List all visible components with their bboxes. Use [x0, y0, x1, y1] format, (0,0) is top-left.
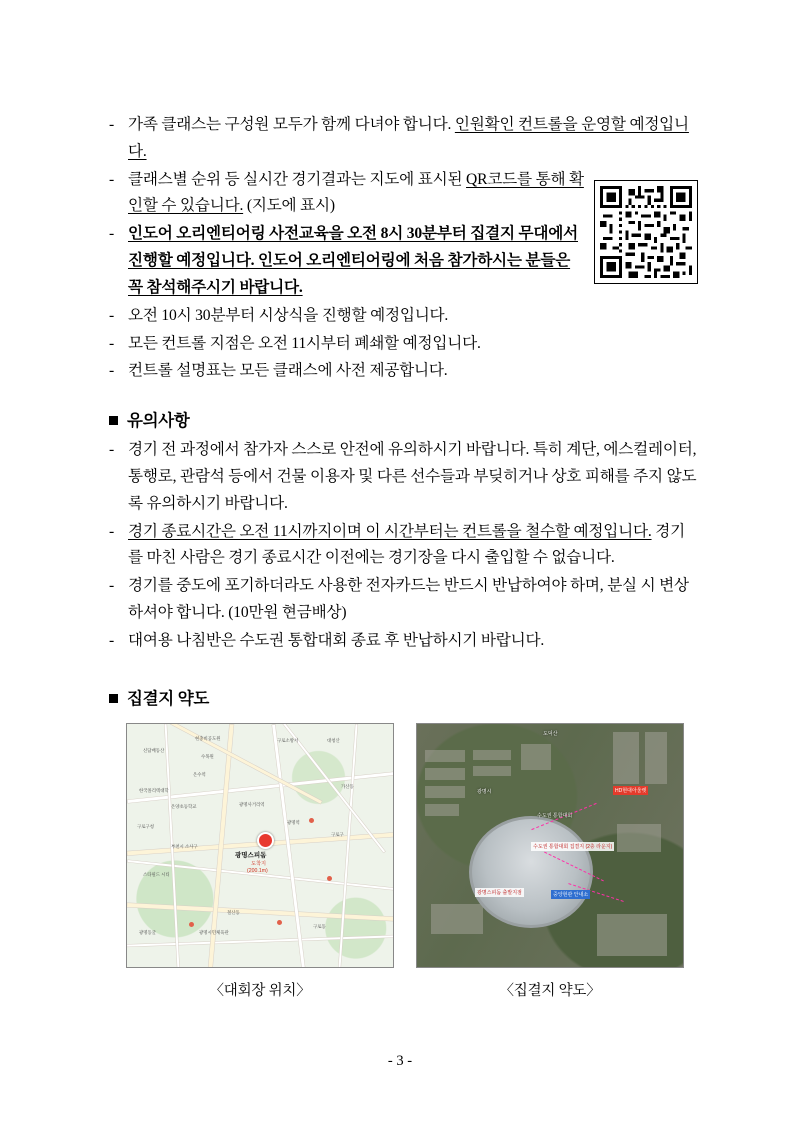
dash-marker: - [109, 170, 114, 188]
qr-code [594, 180, 698, 284]
dash-marker: - [109, 225, 114, 243]
dash-marker: - [109, 116, 114, 133]
building-block [645, 732, 667, 784]
bullet-text-2c: (지도에 표시) [243, 197, 335, 215]
marker-label: 광명스피돔 [235, 851, 267, 859]
list-item [108, 519, 698, 573]
dash-marker: - [109, 362, 114, 380]
map-label: 수목원 [201, 753, 214, 759]
notice-bullet-list [108, 437, 698, 655]
bullet-text-3: 인도어 오리엔티어링 사전교육을 오전 8시 30분부터 집결지 무대에서 진행할 예정입니다. 인도어 오리엔티어링에 처음 참가하시는 분들은 꼭 참석해주시기 바랍니다. [128, 225, 578, 296]
dash-marker: - [109, 306, 114, 324]
map-figures [108, 723, 698, 1000]
map-column-right [416, 723, 684, 1000]
sat-label: 광명시 [477, 788, 492, 795]
road-line [127, 903, 394, 921]
assembly-point-map [416, 723, 684, 968]
bullet-text-1a: 가족 클래스는 구성원 모두가 함께 다녀야 합니다. [128, 116, 455, 133]
building-block [597, 914, 667, 956]
building-block [431, 904, 483, 934]
stadium-shape [469, 816, 593, 928]
road-line [338, 724, 357, 968]
square-bullet-icon [109, 416, 118, 425]
map-label: 구로구청 [137, 823, 154, 829]
map-label: 신답배동산 [143, 747, 165, 753]
sat-label: 수도권 통합대회 [537, 812, 573, 819]
building-block [425, 768, 465, 780]
building-block [425, 786, 465, 798]
road-line [127, 935, 394, 946]
map-label: 온수역 [193, 771, 206, 777]
map-label: 현충비공도원 [195, 735, 221, 741]
map-label: 구로동 [313, 923, 326, 929]
roadmap-canvas [127, 724, 393, 967]
page-number: - 3 - [387, 1053, 413, 1069]
map-caption-right: 〈집결지 약도〉 [499, 982, 601, 999]
building-block [473, 750, 511, 760]
dash-marker: - [109, 631, 114, 649]
dash-marker: - [109, 334, 114, 352]
list-item [108, 331, 698, 358]
map-label: 온양초등학교 [171, 803, 197, 809]
notice-text-3: 경기를 중도에 포기하더라도 사용한 전자카드는 반드시 반납하여야 하며, 분실 시 변상하셔야 합니다. (10만원 현금배상) [128, 577, 689, 621]
sat-tag: 광명스피돔 출발지점 [477, 889, 522, 896]
poi-dot [309, 818, 314, 823]
list-item [108, 112, 698, 166]
venue-location-map [126, 723, 394, 968]
list-item [108, 303, 698, 330]
building-block [425, 750, 465, 762]
notice-text-2b: 경기를 마친 사람은 경기 종료시간 이전에는 경기장을 다시 출입할 수 없습니다. [128, 522, 685, 567]
satellite-canvas [417, 724, 683, 967]
list-item [108, 573, 698, 627]
square-bullet-icon [109, 694, 118, 703]
dash-marker: - [109, 522, 114, 540]
list-item [108, 358, 698, 385]
map-label: 광명사거리역 [239, 801, 265, 807]
map-label: 가산동 [341, 783, 354, 789]
qr-code-icon [600, 186, 692, 278]
building-block [521, 744, 551, 770]
section-title-map: 집결지 약도 [127, 688, 210, 708]
list-item [108, 167, 588, 221]
section-heading-notice [108, 407, 698, 431]
map-label: 구로소방서 [277, 737, 299, 743]
map-label: 한국폴리텍대학 [139, 787, 169, 793]
map-caption-left: 〈대회장 위치〉 [209, 982, 311, 999]
marker-sublabel-distance: (200.1m) [247, 867, 268, 874]
list-item [108, 221, 588, 301]
bullet-text-5: 모든 컨트롤 지점은 오전 11시부터 폐쇄할 예정입니다. [128, 334, 481, 352]
map-label: 대청산 [327, 737, 340, 743]
building-block [613, 732, 639, 784]
notice-text-1: 경기 전 과정에서 참가자 스스로 안전에 유의하시기 바랍니다. 특히 계단, 에스컬레이터, 통행로, 관람석 등에서 건물 이용자 및 다른 선수들과 부딪히거나 상호 피해를 주지 않도록 유의하시기 바랍니다. [128, 441, 697, 512]
bullet-text-2b: QR코드를 통해 확인할 수 있습니다. [128, 170, 584, 215]
marker-sublabel: 도착지 [251, 860, 267, 867]
sat-label: 도덕산 [543, 730, 558, 737]
map-label: 광명시민체육관 [199, 929, 229, 935]
page-content [108, 112, 698, 1000]
poi-dot [189, 922, 194, 927]
map-label: 스타필드 시티 [143, 871, 170, 877]
map-label: 광명동굴 [139, 929, 156, 935]
dash-marker: - [109, 577, 114, 595]
section-heading-map [108, 685, 698, 709]
sat-tag: 수도권 통합대회 집결지 (2층 라운지) [533, 843, 613, 850]
map-label: 광명역 [287, 819, 300, 825]
notice-text-4: 대여용 나침반은 수도권 통합대회 종료 후 반납하시기 바랍니다. [128, 631, 545, 649]
map-label: 부천시 소사구 [171, 843, 198, 849]
building-block [425, 804, 459, 816]
dash-marker: - [109, 441, 114, 459]
notice-text-2a: 경기 종료시간은 오전 11시까지이며 이 시간부터는 컨트롤을 철수할 예정입니다. [128, 522, 652, 540]
poi-dot [327, 876, 332, 881]
bullet-text-6: 컨트롤 설명표는 모든 클래스에 사전 제공합니다. [128, 362, 448, 380]
sat-tag: HD현대아울렛 [615, 787, 647, 794]
bullet-text-2a: 클래스별 순위 등 실시간 경기결과는 지도에 표시된 [128, 170, 467, 188]
sat-tag: 중앙현관 안내소 [553, 891, 589, 898]
road-line [272, 724, 304, 967]
section-title-notice: 유의사항 [127, 411, 190, 431]
map-column-left [126, 723, 394, 1000]
map-label: 철산동 [227, 909, 240, 915]
location-marker-icon [257, 832, 274, 849]
list-item [108, 437, 698, 517]
bullet-text-4: 오전 10시 30분부터 시상식을 진행할 예정입니다. [128, 306, 449, 324]
building-block [617, 824, 661, 852]
poi-dot [277, 920, 282, 925]
bullet-text-1b: 인원확인 컨트롤을 운영할 예정입니다. [128, 116, 689, 160]
map-label: 구로구 [331, 831, 344, 837]
building-block [473, 766, 511, 776]
list-item [108, 628, 698, 655]
